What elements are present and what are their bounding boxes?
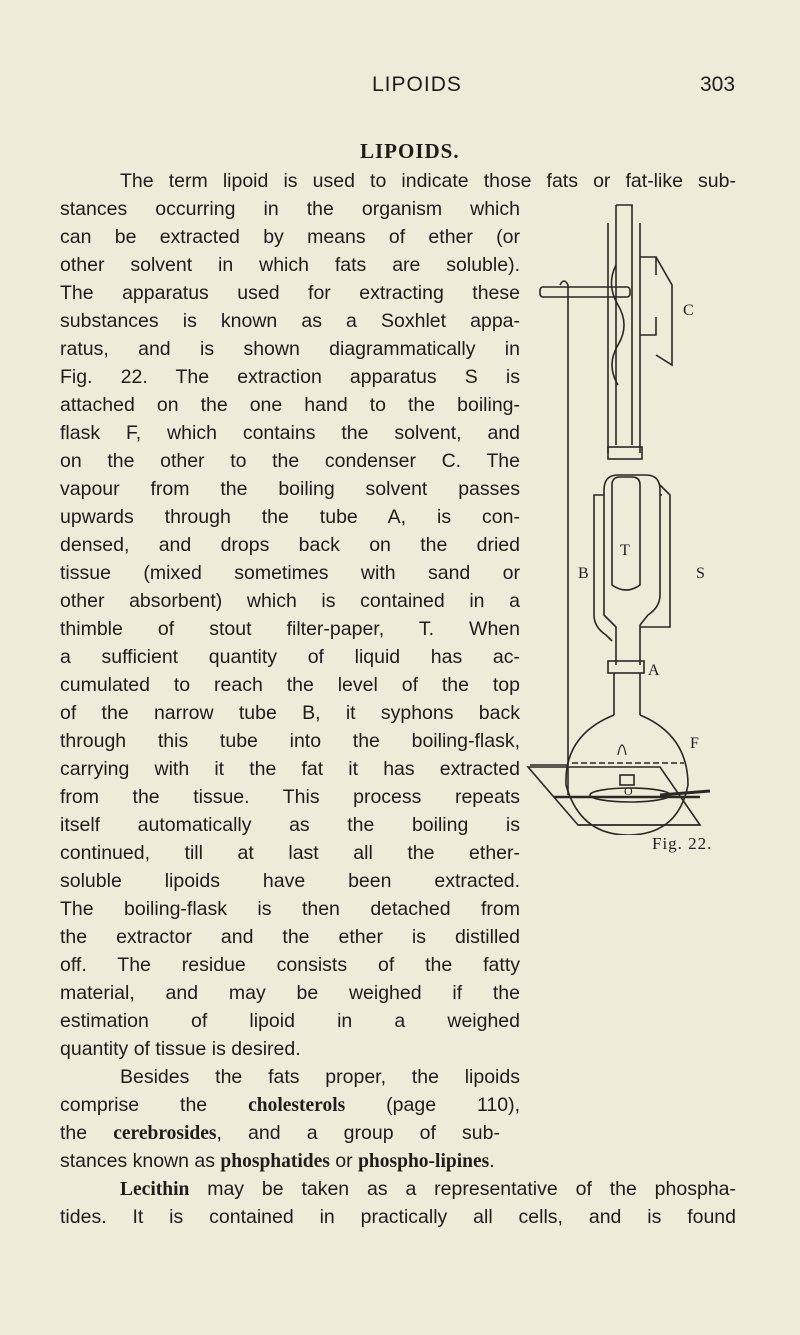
text-run: , and a group of sub-	[216, 1122, 500, 1144]
text-line: attached on the one hand to the boiling-	[60, 394, 520, 416]
text-line: densed, and drops back on the dried	[60, 534, 520, 556]
text-line: Fig. 22. The extraction apparatus S is	[60, 366, 520, 388]
soxhlet-diagram	[520, 195, 720, 835]
text-line: carrying with it the fat it has extracted	[60, 758, 520, 780]
term-lecithin: Lecithin	[120, 1179, 190, 1200]
text-run: (page 110),	[345, 1094, 520, 1116]
text-line: Besides the fats proper, the lipoids	[120, 1066, 520, 1088]
text-run: may be taken as a representative of the phospha-	[189, 1178, 736, 1200]
text-line: thimble of stout filter-paper, T. When	[60, 618, 520, 640]
flask-neck	[614, 673, 640, 715]
page-number: 303	[700, 73, 736, 96]
label-c: C	[683, 302, 694, 319]
text-line	[60, 1148, 520, 1175]
text-line: the extractor and the ether is distilled	[60, 926, 520, 948]
stand-rod	[560, 281, 568, 795]
text-line: of the narrow tube B, it syphons back	[60, 702, 520, 724]
running-title: LIPOIDS	[372, 73, 462, 96]
text-line	[60, 1092, 520, 1119]
text-line: continued, till at last all the ether-	[60, 842, 520, 864]
vapour-tube	[640, 485, 670, 627]
term-phospho-lipines: phospho-lipines	[358, 1151, 490, 1172]
text-line: The apparatus used for extracting these	[60, 282, 520, 304]
text-line: substances is known as a Soxhlet appa-	[60, 310, 520, 332]
text-line: other solvent in which fats are soluble).	[60, 254, 520, 276]
label-b: B	[578, 565, 589, 582]
term-phosphatides: phosphatides	[220, 1151, 330, 1172]
text-line: stances occurring in the organism which	[60, 198, 520, 220]
text-line: tissue (mixed sometimes with sand or	[60, 562, 520, 584]
syphon-tube	[594, 495, 612, 641]
text-run: .	[489, 1150, 495, 1172]
soxhlet-apparatus-figure	[520, 195, 720, 835]
text-line: The boiling-flask is then detached from	[60, 898, 520, 920]
text-line: soluble lipoids have been extracted.	[60, 870, 520, 892]
text-line	[120, 1176, 736, 1203]
text-line: can be extracted by means of ether (or	[60, 226, 520, 248]
text-line: a sufficient quantity of liquid has ac-	[60, 646, 520, 668]
label-t: T	[620, 542, 630, 559]
text-line: on the other to the condenser C. The	[60, 450, 520, 472]
text-run: or	[329, 1150, 359, 1172]
term-cerebrosides: cerebrosides	[113, 1123, 217, 1144]
condenser-jacket	[608, 223, 640, 453]
text-line: The term lipoid is used to indicate those fats or fat-like sub-	[120, 170, 736, 192]
text-line: tides. It is contained in practically all cells, and is found	[60, 1206, 736, 1228]
text-run: the	[60, 1122, 114, 1144]
lower-cork	[608, 661, 644, 673]
label-a: A	[648, 662, 660, 679]
text-line: estimation of lipoid in a weighed	[60, 1010, 520, 1032]
label-s: S	[696, 565, 705, 582]
condenser-side-tubes	[640, 257, 656, 335]
text-line: ratus, and is shown diagrammatically in	[60, 338, 520, 360]
text-line: off. The residue consists of the fatty	[60, 954, 520, 976]
text-line: material, and may be weighed if the	[60, 982, 520, 1004]
text-line: quantity of tissue is desired.	[60, 1038, 301, 1060]
text-run: comprise the	[60, 1094, 249, 1116]
text-line	[60, 1120, 500, 1147]
label-f: F	[690, 735, 699, 752]
term-cholesterols: cholesterols	[248, 1095, 346, 1116]
section-title: LIPOIDS.	[360, 139, 460, 163]
label-o: O	[624, 784, 633, 798]
text-line: cumulated to reach the level of the top	[60, 674, 520, 696]
text-run: stances known as	[60, 1150, 221, 1172]
text-line: flask F, which contains the solvent, and	[60, 422, 520, 444]
thimble	[612, 477, 640, 590]
text-line: upwards through the tube A, is con-	[60, 506, 520, 528]
text-line: vapour from the boiling solvent passes	[60, 478, 520, 500]
text-line: other absorbent) which is contained in a	[60, 590, 520, 612]
text-line: from the tissue. This process repeats	[60, 786, 520, 808]
text-line: itself automatically as the boiling is	[60, 814, 520, 836]
upper-cork	[608, 447, 642, 459]
text-line: through this tube into the boiling-flask,	[60, 730, 520, 752]
figure-caption: Fig. 22.	[652, 834, 713, 853]
